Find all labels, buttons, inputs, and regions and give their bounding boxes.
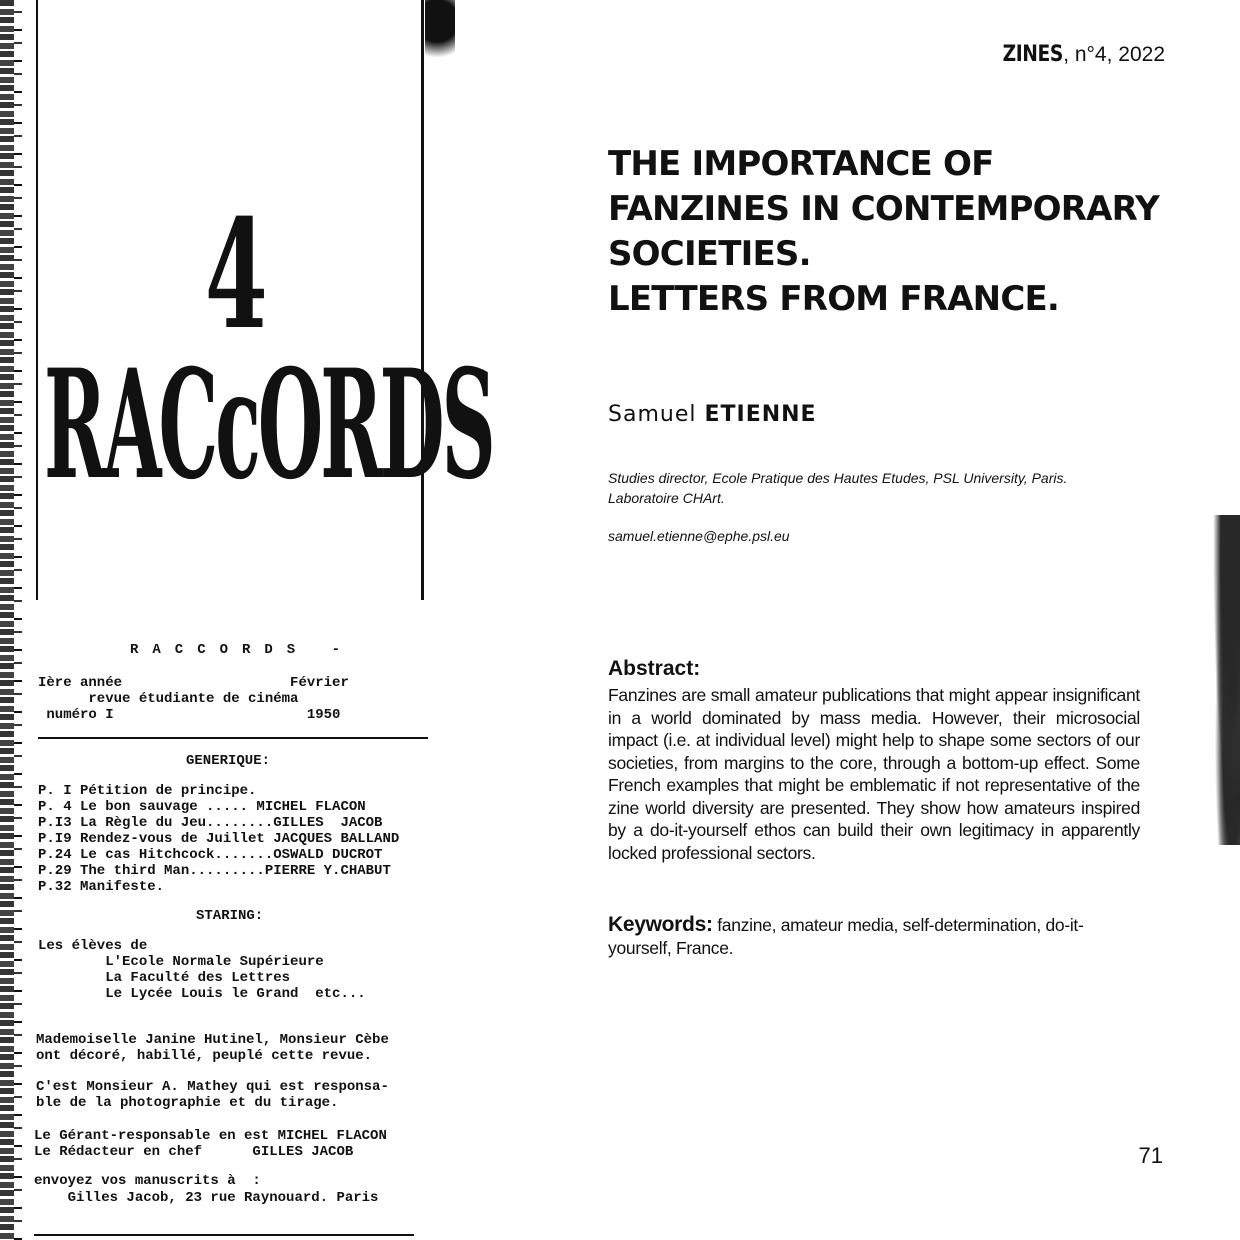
author-name (608, 402, 817, 427)
fanzine-scan-image (0, 0, 493, 1240)
zine-contents-line: P.29 The third Man.........PIERRE Y.CHABUT (38, 863, 391, 879)
title-line: FANZINES IN CONTEMPORARY (608, 189, 1159, 229)
author-email: samuel.etienne@ephe.psl.eu (608, 528, 790, 544)
abstract-heading (608, 657, 700, 681)
zine-contents-line: P. 4 Le bon sauvage ..... MICHEL FLACON (38, 799, 366, 815)
author-last-name: ETIENNE (704, 402, 817, 427)
zine-credits-line: ont décoré, habillé, peuplé cette revue. (36, 1048, 373, 1064)
zine-students-line: L'Ecole Normale Supérieure (38, 954, 324, 970)
zine-generique-heading: GENERIQUE: (186, 753, 271, 769)
abstract-label: Abstract (608, 657, 694, 680)
journal-issue-info: , n°4, 2022 (1063, 43, 1165, 66)
zine-contents-line: P.32 Manifeste. (38, 879, 165, 895)
zine-credits-line: Gilles Jacob, 23 rue Raynouard. Paris (34, 1190, 379, 1206)
keywords-label: Keywords (608, 913, 706, 936)
zine-credits-line: Le Rédacteur en chef GILLES JACOB (34, 1144, 354, 1160)
title-line: SOCIETIES. (608, 234, 811, 274)
zine-issue-line: numéro I 1950 (38, 707, 341, 723)
zine-students-line: Le Lycée Louis le Grand etc... (38, 986, 366, 1002)
cover-issue-number: 4 (205, 187, 268, 363)
author-affiliation (608, 468, 1148, 508)
ink-blot (425, 0, 455, 70)
zine-credits-line: Le Gérant-responsable en est MICHEL FLACON (34, 1128, 387, 1144)
zine-contents-line: P.I3 La Règle du Jeu........GILLES JACOB (38, 815, 383, 831)
ink-smudge-decoration (1210, 515, 1240, 845)
journal-name: ZINES (1002, 42, 1064, 67)
zine-credits-line: ble de la photographie et du tirage. (36, 1095, 339, 1111)
article-title (608, 142, 1208, 322)
zine-contents-line: P.24 Le cas Hitchcock.......OSWALD DUCROT (38, 847, 383, 863)
zine-students-line: La Faculté des Lettres (38, 970, 291, 986)
zine-staring-heading: STARING: (196, 908, 264, 924)
abstract-text: Fanzines are small amateur publications that might appear insignificant in a world dominated by mass media. However, their microsocial impact (i.e. at individual level) might help to shape some sectors of our societies, from margins to the core, through a bottom-up effect. Some French examples that might be emblematic if not representative of the zine world diversity are presented. They show how amateurs inspired by a do-it-yourself ethos can build their own legitimacy in apparently locked professional sectors. (608, 685, 1140, 863)
scan-edge-noise (0, 0, 14, 1240)
abstract-colon: : (693, 657, 701, 680)
page-number: 71 (1138, 1143, 1163, 1168)
zine-credits-line: envoyez vos manuscrits à : (34, 1173, 261, 1189)
zine-contents-line: P.I9 Rendez-vous de Juillet JACQUES BALLAND (38, 831, 400, 847)
title-line: THE IMPORTANCE OF (608, 144, 994, 184)
zine-contents-line: P. I Pétition de principe. (38, 783, 257, 799)
journal-issue (992, 42, 1165, 67)
author-first-name: Samuel (608, 402, 697, 427)
zine-header: RACCORDS - (130, 642, 355, 658)
zine-subtitle-line: revue étudiante de cinéma (38, 691, 299, 707)
title-line: LETTERS FROM FRANCE. (608, 279, 1060, 319)
keywords (608, 914, 1140, 959)
keywords-text: fanzine, amateur media, self-determination, do-it-yourself, France. (608, 915, 1084, 958)
cover-title: RACcORDS (44, 337, 493, 513)
affiliation-line: Laboratoire CHArt. (608, 490, 725, 506)
keywords-colon: : (705, 913, 713, 936)
scan-edge-noise (14, 0, 22, 1240)
zine-divider (34, 1234, 414, 1236)
zine-credits-line: Mademoiselle Janine Hutinel, Monsieur Cèbe (36, 1032, 389, 1048)
zine-year-line: Ière année Février (38, 675, 349, 691)
zine-students-line: Les élèves de (38, 938, 148, 954)
zine-divider (38, 737, 428, 739)
affiliation-line: Studies director, Ecole Pratique des Hautes Etudes, PSL University, Paris. (608, 470, 1068, 486)
zine-credits-line: C'est Monsieur A. Mathey qui est responsa- (36, 1079, 389, 1095)
